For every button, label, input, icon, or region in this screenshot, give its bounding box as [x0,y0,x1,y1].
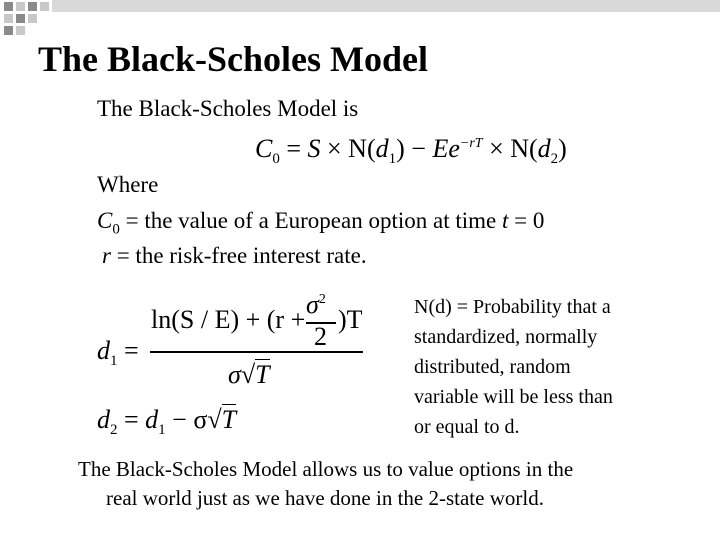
decor-square [28,14,37,23]
d1-sigma2 [306,290,326,320]
formula-minus: ) − [396,134,433,163]
c0-t: t [501,208,509,233]
d1-den-T: T [255,360,270,389]
r-symbol: r [102,243,111,268]
d2-eq: = [117,405,146,434]
header-bar [52,0,720,12]
d1-lhs [97,336,139,369]
formula-d2-sub: 2 [550,151,559,167]
decor-square [28,2,37,11]
d2-d-sub: 1 [158,422,166,438]
d2-lhs-sub: 2 [110,422,118,438]
d1-eq: = [117,336,139,365]
formula-e: Ee [432,134,460,163]
d1-fraction-bar [150,351,363,353]
d2-symbol: d [97,405,110,434]
nd-note [414,292,613,442]
formula-d2: d [537,134,551,163]
nd-note-line: N(d) = Probability that a [414,296,611,318]
decor-square [16,2,25,11]
d1-sigma: σ [306,290,319,319]
c0-definition [97,208,544,239]
d2-formula [97,405,237,438]
sqrt-symbol: √ [240,360,256,389]
decor-square [4,14,13,23]
nd-note-line: distributed, random [414,356,571,378]
d2-minus: − σ [165,405,208,434]
slide-title: The Black-Scholes Model [38,39,429,79]
d1-numerator [151,305,305,335]
decor-square [16,26,25,35]
nd-note-line: or equal to d. [414,416,520,438]
where-label: Where [97,172,159,197]
nd-note-line: variable will be less than [414,386,613,408]
decor-square [4,26,13,35]
formula-times: × N( [320,134,376,163]
c0-sub: 0 [112,221,120,238]
d2-T: T [221,405,237,434]
main-formula [255,134,567,167]
intro-text: The Black-Scholes Model is [97,96,359,121]
c0-text: = the value of a European option at time [119,208,502,233]
formula-times2: × N( [482,134,538,163]
c0-symbol: C [97,208,113,233]
d1-num-a: ln(S / E) + (r + [151,305,306,334]
d1-sigma-sup: 2 [318,292,326,307]
formula-d1: d [375,134,389,163]
nd-note-line: standardized, normally [414,326,598,348]
d1-two: 2 [314,322,327,351]
r-text: = the risk-free interest rate. [110,243,367,268]
formula-c-sub: 0 [272,151,280,167]
d1-num-b: )T [338,305,363,334]
r-definition [102,243,367,269]
d1-symbol: d [97,336,110,365]
formula-exp: −rT [459,136,483,151]
d1-denominator [228,360,270,390]
c0-end: = 0 [508,208,545,233]
decor-square [40,2,49,11]
footer-line-2: real world just as we have done in the 2-state world. [106,486,544,510]
sqrt-symbol: √ [207,405,222,434]
decor-square [4,2,13,11]
decor-square [16,14,25,23]
footer-line-1: The Black-Scholes Model allows us to value options in the [78,457,574,481]
d1-den-sigma: σ [228,360,241,389]
formula-close: ) [558,134,567,163]
formula-d1-sub: 1 [388,151,397,167]
d2-d: d [145,405,159,434]
formula-c: C [255,134,273,163]
d1-lhs-sub: 1 [110,353,118,369]
formula-s: S [307,134,321,163]
formula-eq: = [279,134,308,163]
